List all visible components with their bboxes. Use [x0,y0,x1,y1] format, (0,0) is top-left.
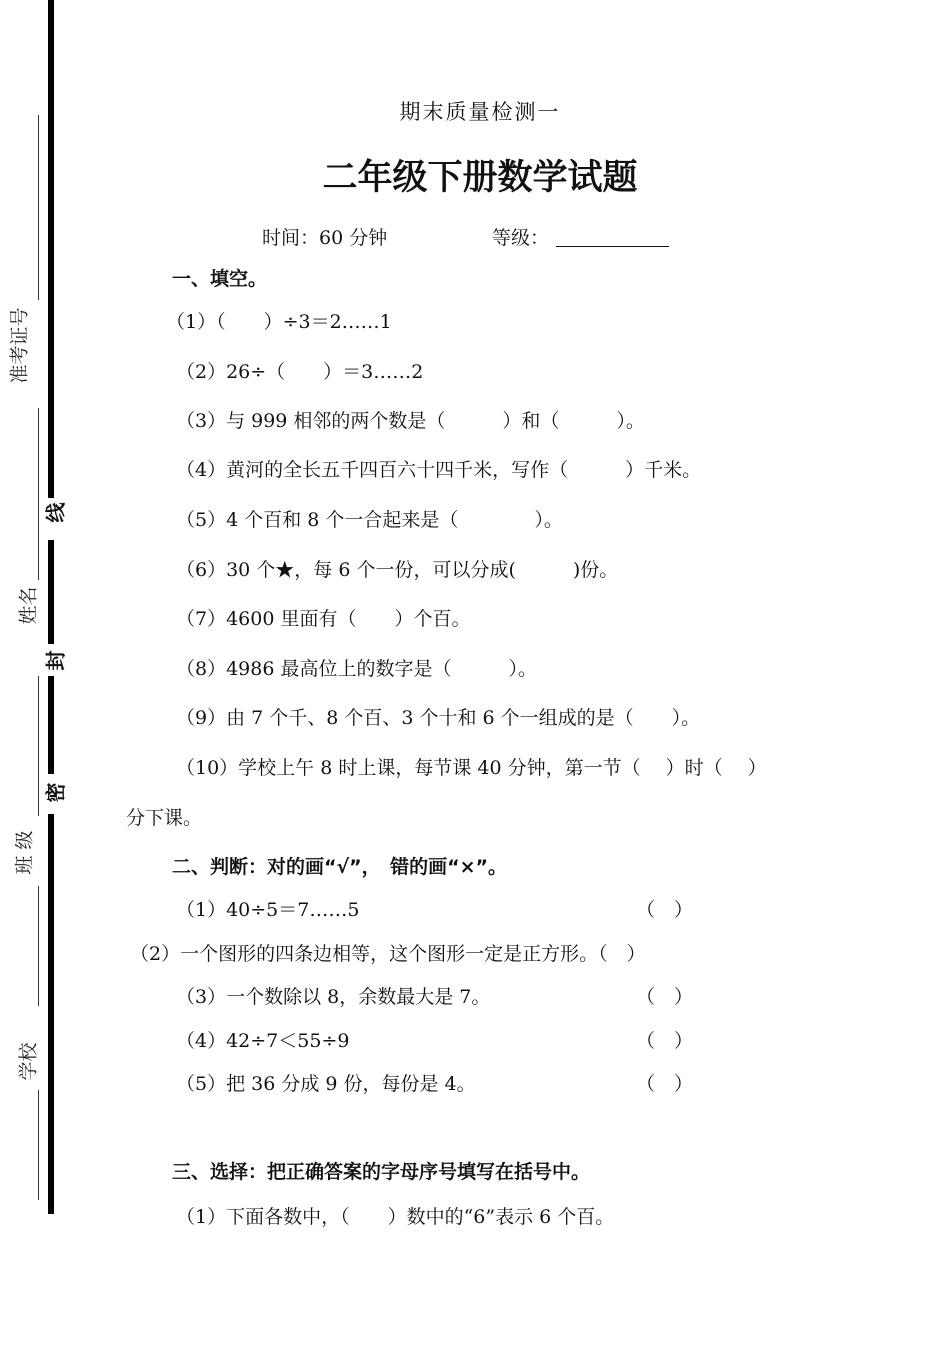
exam-subtitle: 期末质量检测一 [399,100,561,124]
binding-rule-bottom [48,814,54,1214]
section1-item: （8）4986 最高位上的数字是（ ）。 [176,658,537,680]
section2-answer-bracket: （ ） [636,986,694,1008]
section2-answer-bracket: （ ） [636,1073,694,1095]
binding-rule-top [48,0,54,498]
school-label: 学校 [17,1042,40,1081]
school-fill-line [38,1090,39,1200]
exam-no-fill-line [38,115,39,300]
binding-rule-mid2 [48,676,54,774]
section2-item: （2）一个图形的四条边相等，这个图形一定是正方形。（ ） [130,943,646,965]
section1-item: （1）（ ）÷3＝2……1 [166,311,392,333]
class-fill-line-lower [38,886,39,1006]
grade-label: 等级： [492,227,550,249]
name-fill-line [38,408,39,580]
section3-heading: 三、选择：把正确答案的字母序号填写在括号中。 [172,1161,591,1183]
section2-answer-bracket: （ ） [636,899,694,921]
section1-item: （7）4600 里面有（ ）个百。 [176,608,471,630]
binding-rule-mid1 [48,540,54,644]
class-fill-line [38,676,39,816]
section1-item: （10）学校上午 8 时上课，每节课 40 分钟，第一节（ ）时（ ） [176,757,767,779]
section2-item: （5）把 36 分成 9 份，每份是 4。 [176,1073,476,1095]
section1-item-continuation: 分下课。 [126,807,203,829]
seal-feng-char: 封 [43,650,68,671]
exam-title: 二年级下册数学试题 [322,158,638,198]
section1-item: （4）黄河的全长五千四百六十四千米，写作（ ）千米。 [176,459,702,481]
section2-heading: 二、判断：对的画“√”， 错的画“×”。 [172,856,508,878]
time-label: 时间：60 分钟 [262,227,388,249]
section1-item: （3）与 999 相邻的两个数是（ ）和（ ）。 [176,410,645,432]
seal-mi-char: 密 [43,782,68,803]
seal-line-char: 线 [43,502,68,523]
exam-no-label: 准考证号 [8,307,31,384]
section2-item: （4）42÷7＜55÷9 [176,1030,350,1052]
section3-item: （1）下面各数中，（ ）数中的“6”表示 6 个百。 [176,1206,615,1228]
name-label: 姓名 [17,586,40,625]
section2-answer-bracket: （ ） [636,1030,694,1052]
grade-fill-line [556,246,669,247]
section1-item: （9）由 7 个千、8 个百、3 个十和 6 个一组成的是（ ）。 [176,707,701,729]
class-label: 班 级 [13,830,36,875]
section1-item: （6）30 个★，每 6 个一份，可以分成( )份。 [176,559,619,581]
section1-heading: 一、填空。 [172,268,268,290]
section1-item: （5）4 个百和 8 个一合起来是（ ）。 [176,509,563,531]
section2-item: （3）一个数除以 8，余数最大是 7。 [176,986,491,1008]
section2-item: （1）40÷5＝7……5 [176,899,360,921]
section1-item: （2）26÷（ ）＝3……2 [176,361,424,383]
